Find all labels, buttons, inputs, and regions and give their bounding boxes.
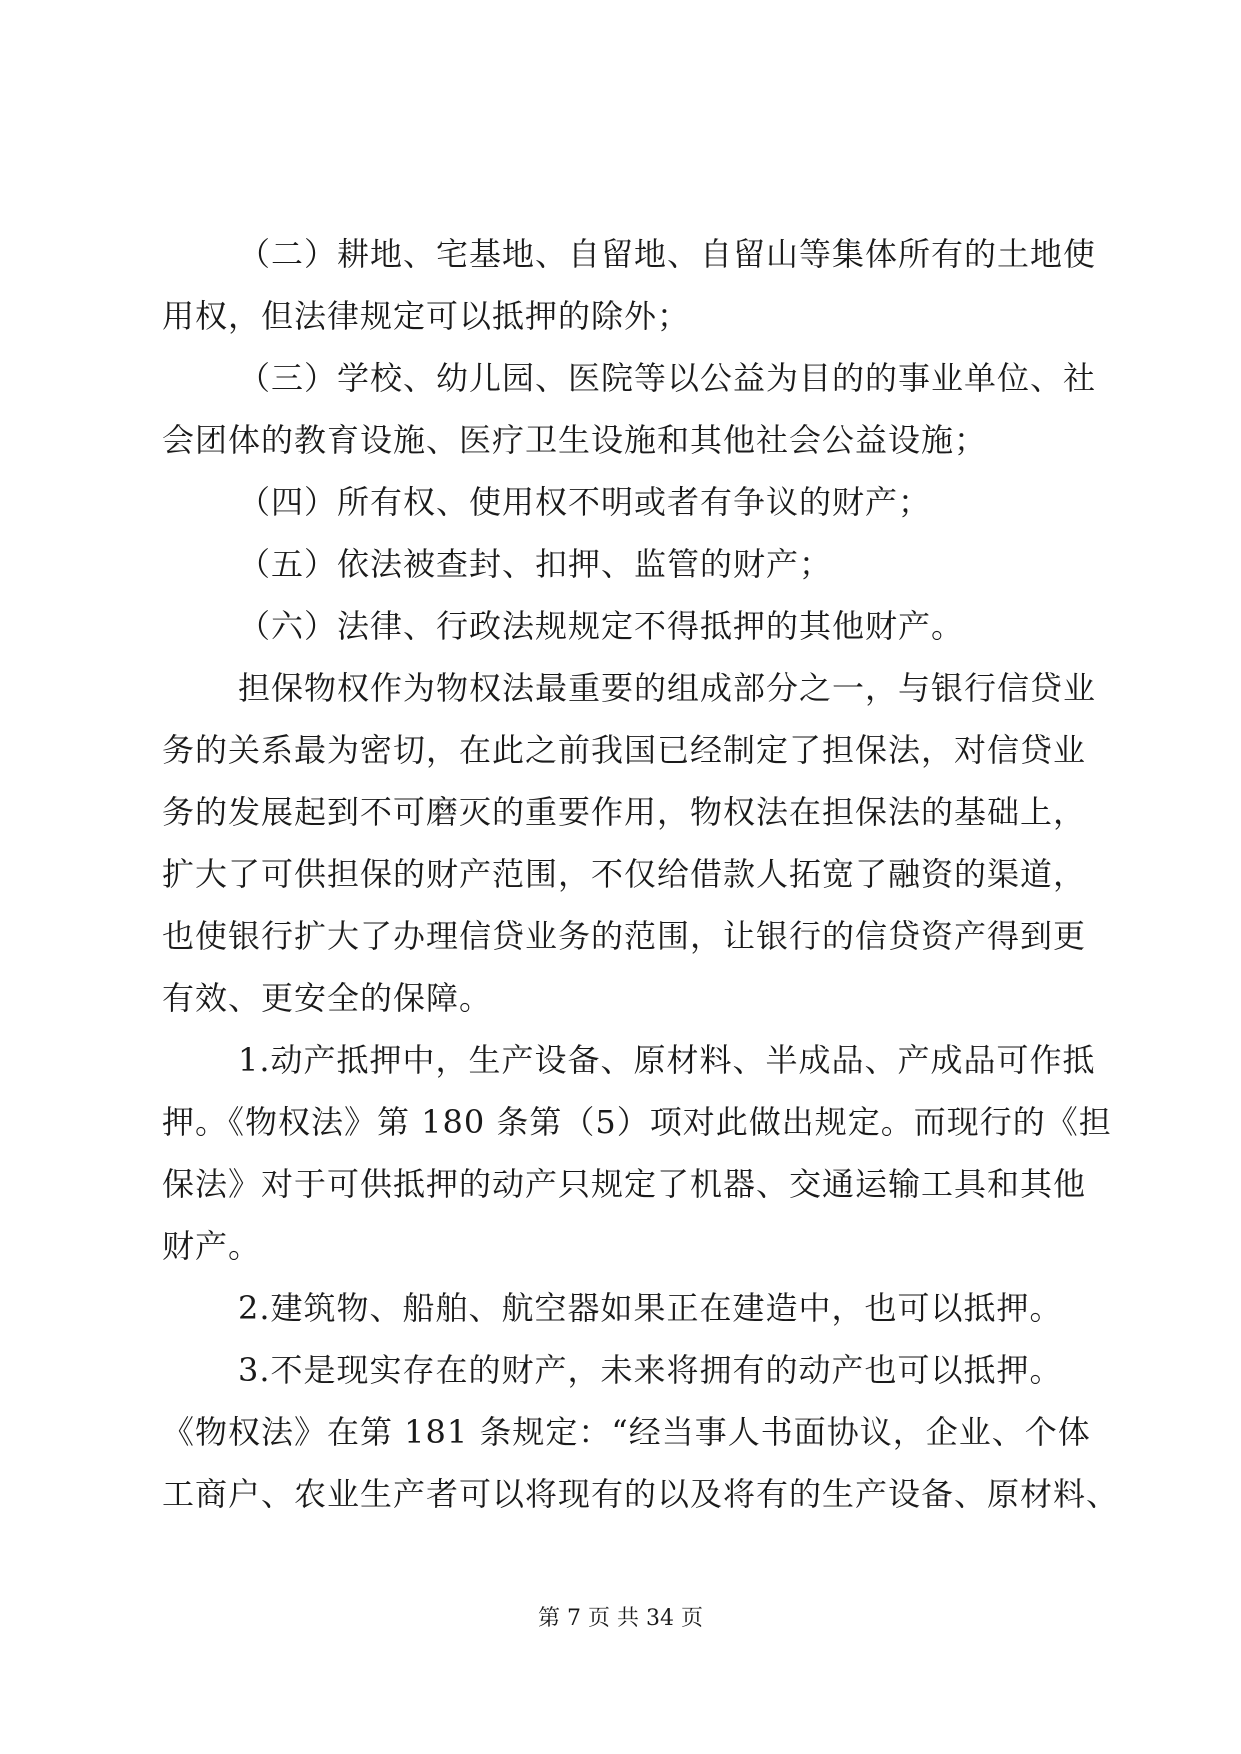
text-line: 会团体的教育设施、医疗卫生设施和其他社会公益设施； — [162, 421, 988, 459]
text-line: 1.动产抵押中，生产设备、原材料、半成品、产成品可作抵 — [238, 1041, 1096, 1079]
text-line: （六）法律、行政法规规定不得抵押的其他财产。 — [238, 607, 965, 645]
text-line: 也使银行扩大了办理信贷业务的范围，让银行的信贷资产得到更 — [162, 917, 1087, 955]
text-line: （五）依法被查封、扣押、监管的财产； — [238, 545, 833, 583]
text-line: 保法》对于可供抵押的动产只规定了机器、交通运输工具和其他 — [162, 1165, 1087, 1203]
text-line: 扩大了可供担保的财产范围，不仅给借款人拓宽了融资的渠道， — [162, 855, 1087, 893]
text-line: （二）耕地、宅基地、自留地、自留山等集体所有的土地使 — [238, 235, 1097, 273]
text-line: 用权，但法律规定可以抵押的除外； — [162, 297, 691, 335]
page-number-footer: 第 7 页 共 34 页 — [538, 1606, 703, 1631]
text-line: 担保物权作为物权法最重要的组成部分之一，与银行信贷业 — [238, 669, 1097, 707]
text-line: （三）学校、幼儿园、医院等以公益为目的的事业单位、社 — [238, 359, 1097, 397]
text-line: 务的发展起到不可磨灭的重要作用，物权法在担保法的基础上， — [162, 793, 1087, 831]
document-body — [162, 223, 1120, 1525]
text-line: 3.不是现实存在的财产，未来将拥有的动产也可以抵押。 — [238, 1351, 1063, 1389]
text-line: 《物权法》在第 181 条规定：“经当事人书面协议，企业、个体 — [162, 1413, 1091, 1451]
text-line: 押。《物权法》第 180 条第（5）项对此做出规定。而现行的《担 — [162, 1103, 1112, 1141]
text-line: 工商户、农业生产者可以将现有的以及将有的生产设备、原材料、 — [162, 1475, 1120, 1513]
text-line: 财产。 — [162, 1227, 262, 1265]
text-line: （四）所有权、使用权不明或者有争议的财产； — [238, 483, 932, 521]
text-line: 2.建筑物、船舶、航空器如果正在建造中，也可以抵押。 — [238, 1289, 1063, 1327]
text-line: 有效、更安全的保障。 — [162, 979, 493, 1017]
text-line: 务的关系最为密切，在此之前我国已经制定了担保法，对信贷业 — [162, 731, 1087, 769]
